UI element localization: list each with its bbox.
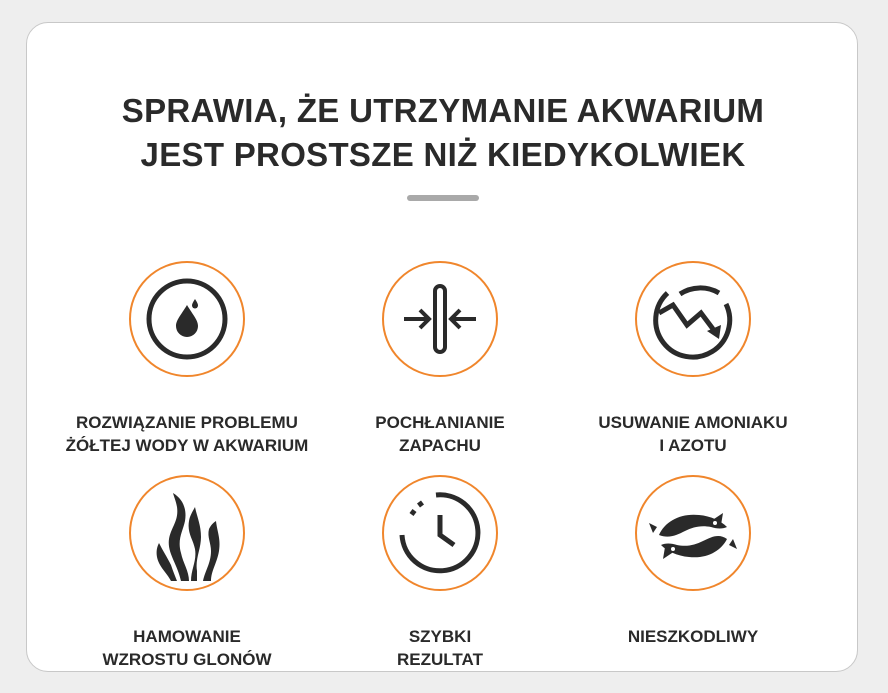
feature-label-line-1: NIESZKODLIWY bbox=[627, 627, 759, 646]
seaweed-icon bbox=[131, 477, 243, 589]
feature-label bbox=[295, 625, 585, 671]
feature-label-line-1: USUWANIE AMONIAKU bbox=[598, 413, 788, 432]
feature-label-line-1: ROZWIĄZANIE PROBLEMU bbox=[76, 413, 298, 432]
feature-icon-ring bbox=[382, 475, 498, 591]
feature-icon-ring bbox=[129, 261, 245, 377]
title-divider bbox=[407, 195, 479, 201]
feature-label bbox=[42, 625, 332, 671]
feature-icon-ring bbox=[129, 475, 245, 591]
feature-label bbox=[548, 411, 838, 457]
feature-card bbox=[26, 22, 858, 672]
declining-arrow-icon bbox=[637, 263, 749, 375]
water-drop-icon bbox=[131, 263, 243, 375]
clock-icon bbox=[384, 477, 496, 589]
page-title bbox=[27, 89, 859, 177]
fish-pair-icon bbox=[637, 477, 749, 589]
feature-label bbox=[295, 411, 585, 457]
feature-icon-ring bbox=[635, 261, 751, 377]
feature-label-line-2: ŻÓŁTEJ WODY W AKWARIUM bbox=[65, 436, 309, 455]
feature-label bbox=[42, 411, 332, 457]
feature-label-line-2: REZULTAT bbox=[397, 650, 483, 669]
absorption-icon bbox=[384, 263, 496, 375]
title-line-1: SPRAWIA, ŻE UTRZYMANIE AKWARIUM bbox=[121, 92, 765, 129]
feature-label-line-2: I AZOTU bbox=[659, 436, 727, 455]
title-line-2: JEST PROSTSZE NIŻ KIEDYKOLWIEK bbox=[140, 136, 746, 173]
feature-label-line-2: ZAPACHU bbox=[399, 436, 481, 455]
feature-icon-ring bbox=[635, 475, 751, 591]
feature-label-line-1: HAMOWANIE bbox=[133, 627, 241, 646]
feature-label-line-1: POCHŁANIANIE bbox=[375, 413, 505, 432]
feature-label-line-1: SZYBKI bbox=[408, 627, 472, 646]
feature-icon-ring bbox=[382, 261, 498, 377]
feature-label bbox=[548, 625, 838, 648]
feature-label-line-2: WZROSTU GLONÓW bbox=[102, 650, 272, 669]
